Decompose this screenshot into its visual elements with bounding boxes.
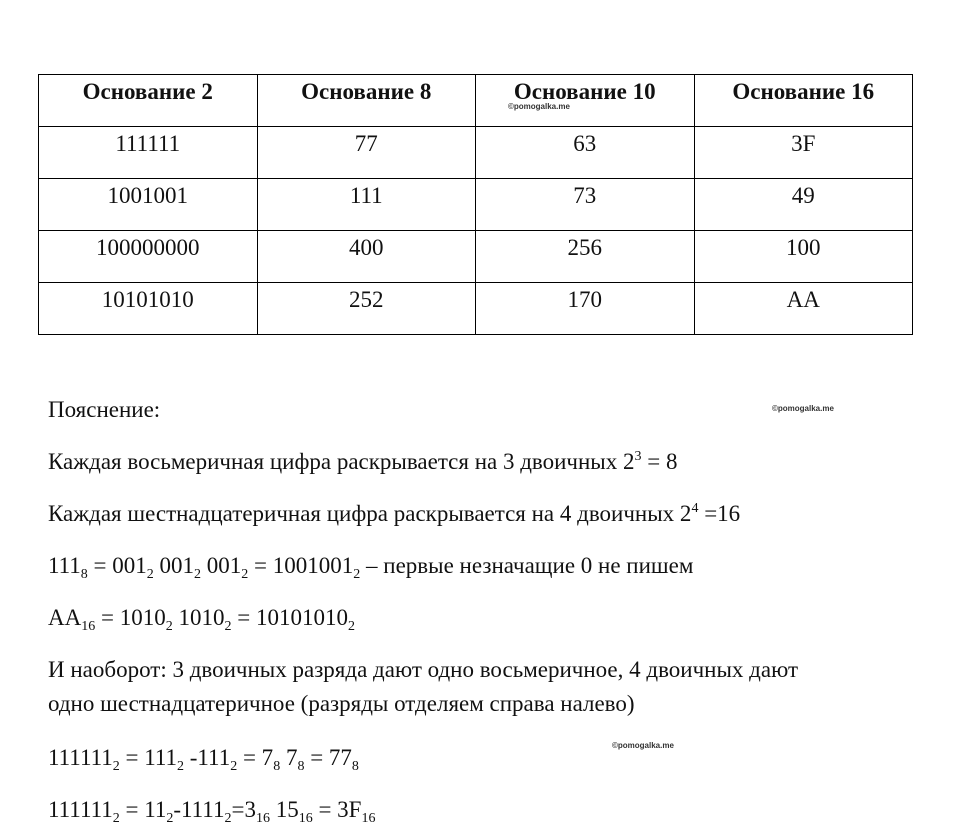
table-cell: 10101010	[39, 283, 258, 335]
header-base-16: Основание 16	[694, 75, 913, 127]
explanation-reverse-line-1: И наоборот: 3 двоичных разряда дают одно восьмеричное, 4 двоичных дают	[48, 657, 799, 682]
table-row	[39, 283, 913, 335]
table-cell: AA	[694, 283, 913, 335]
table-cell: 252	[257, 283, 476, 335]
table-cell: 100	[694, 231, 913, 283]
example-binary-to-octal: $111111_2 = 111_2$ $-111_2 = 7_8$ $7_8 = 77_8$	[48, 745, 359, 774]
table-cell: 77	[257, 127, 476, 179]
explanation-line-octal: Каждая восьмеричная цифра раскрывается на 3 двоичных $2^3 = 8$	[48, 449, 678, 474]
table-cell: 400	[257, 231, 476, 283]
table-row	[39, 127, 913, 179]
watermark-table: ©pomogalka.me	[508, 102, 570, 111]
explanation-heading: Пояснение:	[48, 397, 161, 422]
table-cell: 1001001	[39, 179, 258, 231]
table-cell: 111	[257, 179, 476, 231]
table-cell: 256	[476, 231, 695, 283]
header-base-2: Основание 2	[39, 75, 258, 127]
table-cell: 73	[476, 179, 695, 231]
example-binary-to-hex: $111111_2 = 11_2-1111_2=3_{16}$ $15_{16} = 3F_{16}$	[48, 797, 376, 826]
example-hex-to-binary: $AA_{16} = 1010_2$ $1010_2 = 10101010_2$	[48, 605, 355, 634]
table-cell: 49	[694, 179, 913, 231]
explanation-reverse-line-2: одно шестнадцатеричное (разряды отделяем справа налево)	[48, 691, 635, 716]
header-base-10: Основание 10 ©pomogalka.me	[476, 75, 695, 127]
table-row	[39, 231, 913, 283]
example-octal-to-binary: $111_8 = 001_2$ $001_2$ $001_2 = 1001001_2$ – первые незначащие 0 не пишем	[48, 553, 694, 582]
table-cell: 100000000	[39, 231, 258, 283]
table-row	[39, 179, 913, 231]
header-base-8: Основание 8	[257, 75, 476, 127]
watermark-1: ©pomogalka.me	[772, 404, 834, 413]
conversion-table	[38, 74, 913, 335]
explanation-line-hex: Каждая шестнадцатеричная цифра раскрывается на 4 двоичных $2^4 =16$	[48, 501, 741, 526]
table-cell: 63	[476, 127, 695, 179]
table-cell: 111111	[39, 127, 258, 179]
table-cell: 170	[476, 283, 695, 335]
watermark-2: ©pomogalka.me	[612, 741, 674, 750]
table-header-row	[39, 75, 913, 127]
table-cell: 3F	[694, 127, 913, 179]
